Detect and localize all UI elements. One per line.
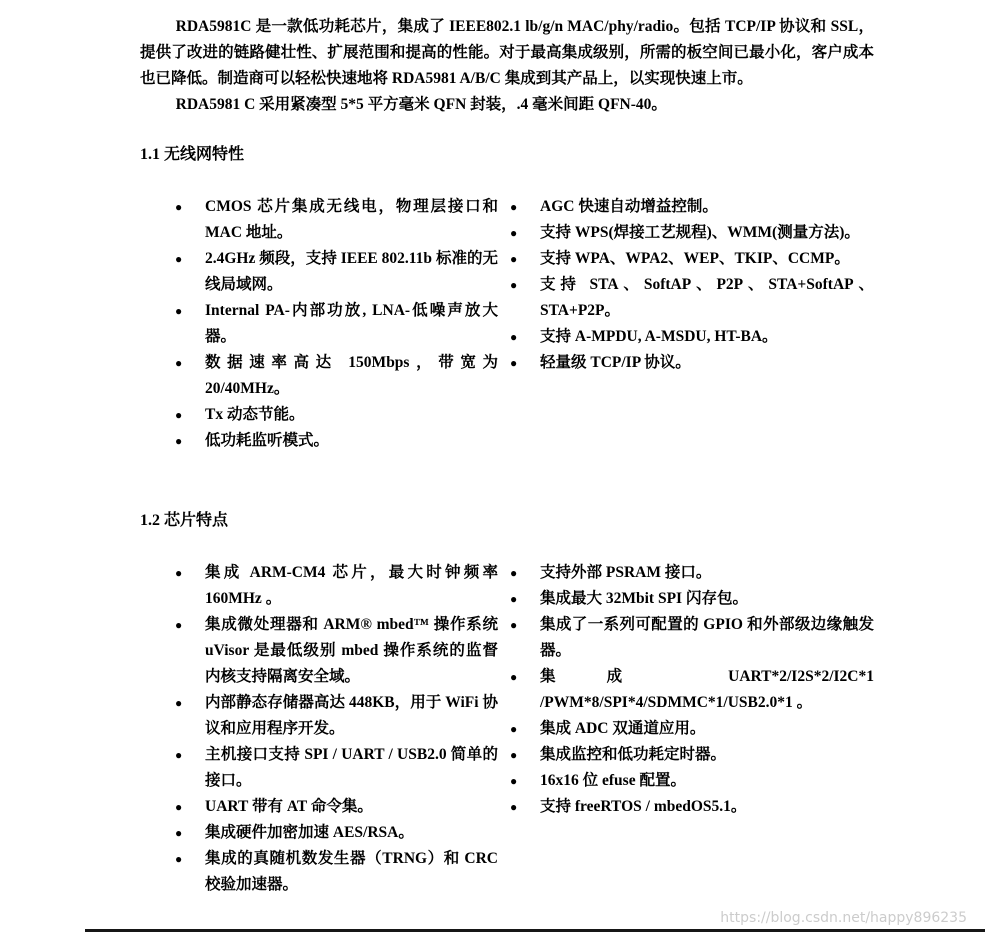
chip-features-columns — [140, 560, 874, 898]
feature-item: ● 内部静态存储器高达 448KB，用于 WiFi 协议和应用程序开发。 — [175, 690, 498, 742]
feature-item: ● 集成最大 32Mbit SPI 闪存包。 — [510, 586, 874, 612]
intro-paragraph-1: RDA5981C 是一款低功耗芯片，集成了 IEEE802.1 lb/g/n MAC/phy/radio。包括 TCP/IP 协议和 SSL，提供了改进的链路健壮性、扩展范围和提高的性能。对于最高集成级别，所需的板空间已最小化，客户成本也已降低。制造商可以轻松快速地将 RDA5981 A/B/C 集成到其产品上，以实现快速上市。 — [140, 18, 874, 87]
feature-item: ● 集成了一系列可配置的 GPIO 和外部级边缘触发器。 — [510, 612, 874, 664]
feature-item: ● 集成 ARM-CM4 芯片，最大时钟频率 160MHz 。 — [175, 560, 498, 612]
feature-item: ● 2.4GHz 频段，支持 IEEE 802.11b 标准的无线局域网。 — [175, 246, 498, 298]
feature-item: ● 集成 UART*2/I2S*2/I2C*1 /PWM*8/SPI*4/SDMMC*1/USB2.0*1 。 — [510, 664, 874, 716]
feature-item: ● 支持 freeRTOS / mbedOS5.1。 — [510, 794, 874, 820]
feature-item: ● 支持 WPS(焊接工艺规程)、WMM(测量方法)。 — [510, 220, 874, 246]
feature-item: ● 支持 WPA、WPA2、WEP、TKIP、CCMP。 — [510, 246, 874, 272]
feature-item: ● CMOS 芯片集成无线电，物理层接口和 MAC 地址。 — [175, 194, 498, 246]
feature-item: ● 支持外部 PSRAM 接口。 — [510, 560, 874, 586]
feature-item: ● UART 带有 AT 命令集。 — [175, 794, 498, 820]
document-page — [140, 14, 874, 898]
feature-item: ● 集成监控和低功耗定时器。 — [510, 742, 874, 768]
feature-item: ● 集成 ADC 双通道应用。 — [510, 716, 874, 742]
feature-item: ● 数据速率高达 150Mbps，带宽为 20/40MHz。 — [175, 350, 498, 402]
feature-item: ● 低功耗监听模式。 — [175, 428, 498, 454]
watermark: https://blog.csdn.net/happy896235 — [720, 910, 967, 926]
feature-item: ● Tx 动态节能。 — [175, 402, 498, 428]
chip-features-left-list — [175, 560, 510, 898]
feature-item: ● 集成的真随机数发生器（TRNG）和 CRC 校验加速器。 — [175, 846, 498, 898]
section-heading-chip-features: 1.2 芯片特点 — [140, 512, 229, 529]
feature-item: ● AGC 快速自动增益控制。 — [510, 194, 874, 220]
wireless-features-right-list — [510, 194, 874, 454]
feature-item: ● 主机接口支持 SPI / UART / USB2.0 简单的接口。 — [175, 742, 498, 794]
feature-item: ● 16x16 位 efuse 配置。 — [510, 768, 874, 794]
wireless-features-columns — [140, 194, 874, 454]
feature-item: ● 轻量级 TCP/IP 协议。 — [510, 350, 874, 376]
feature-item: ● 集成微处理器和 ARM® mbed™ 操作系统 uVisor 是最低级别 mbed 操作系统的监督内核支持隔离安全域。 — [175, 612, 498, 690]
wireless-features-left-list — [175, 194, 510, 454]
section-heading-wireless-features: 1.1 无线网特性 — [140, 146, 245, 163]
chip-features-right-list — [510, 560, 874, 898]
feature-item: ● 集成硬件加密加速 AES/RSA。 — [175, 820, 498, 846]
feature-item: ● 支持 A-MPDU, A-MSDU, HT-BA。 — [510, 324, 874, 350]
feature-item: ● Internal PA-内部功放, LNA-低噪声放大器。 — [175, 298, 498, 350]
feature-item: ● 支持 STA、SoftAP、P2P、STA+SoftAP、STA+P2P。 — [510, 272, 874, 324]
intro-paragraph-2: RDA5981 C 采用紧凑型 5*5 平方毫米 QFN 封装，.4 毫米间距 QFN-40。 — [175, 96, 667, 113]
